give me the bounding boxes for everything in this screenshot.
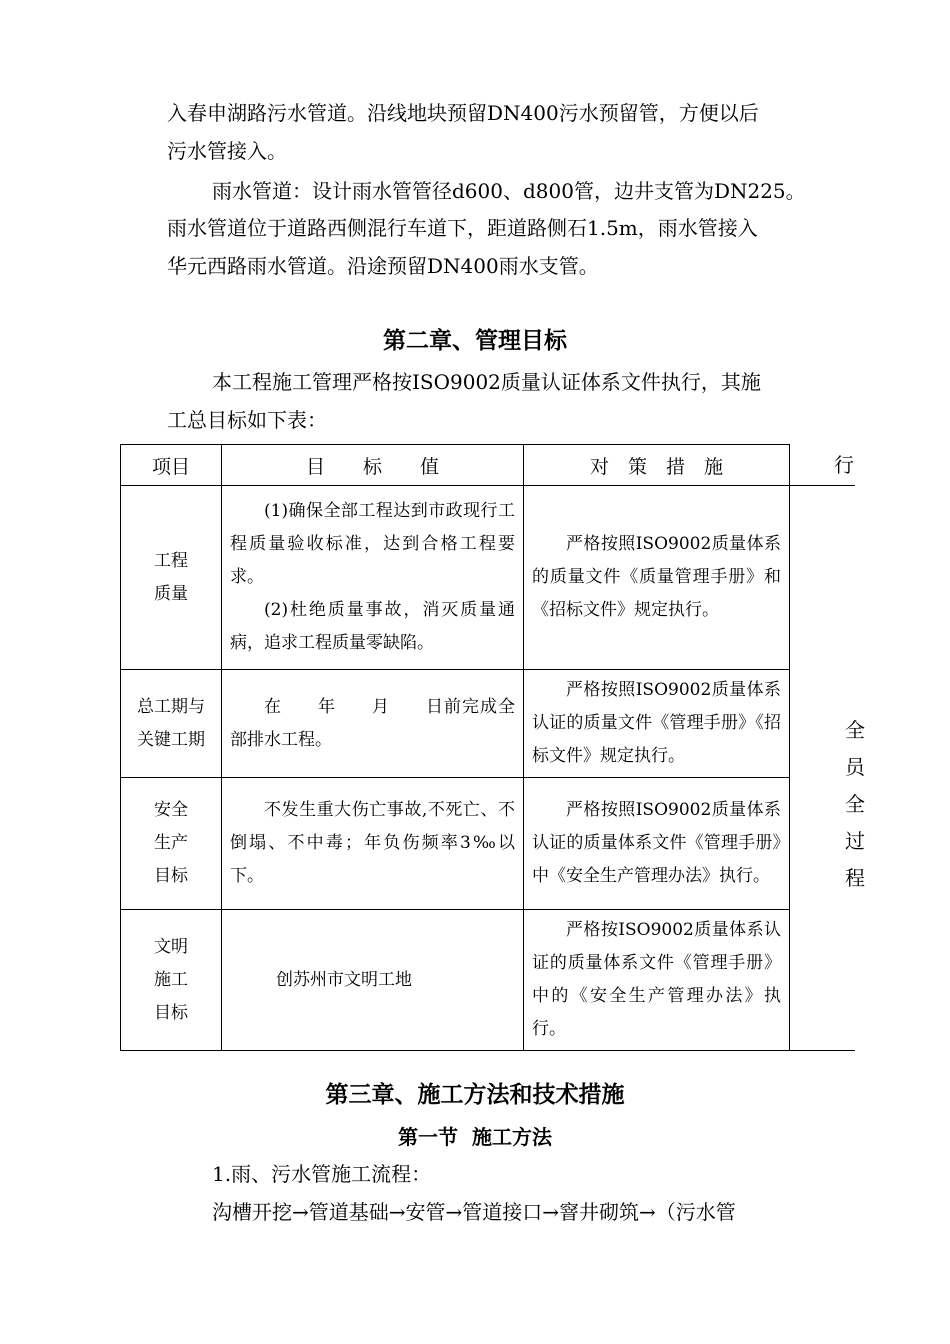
flow-item-1: 1.雨、污水管施工流程： — [212, 1162, 432, 1186]
table-row — [121, 778, 855, 910]
table-row — [121, 486, 855, 670]
intro-line-3: 雨水管道：设计雨水管管径d600、d800管，边井支管为DN225。 — [212, 179, 806, 203]
side-char: 全 — [845, 792, 865, 816]
intro-line-4: 雨水管道位于道路西侧混行车道下，距道路侧石1.5m，雨水管接入 — [167, 216, 758, 240]
chapter-2-title: 第二章、管理目标 — [383, 328, 567, 354]
row-measure-quality — [524, 486, 790, 670]
chapter-3-title: 第三章、施工方法和技术措施 — [325, 1082, 625, 1108]
row-goal-civilized — [222, 910, 524, 1051]
goal-text: 创苏州市文明工地 — [276, 969, 412, 990]
row-goal-quality — [222, 486, 524, 670]
side-char: 过 — [845, 829, 865, 853]
row-measure-schedule — [524, 670, 790, 778]
row-goal-schedule — [222, 670, 524, 778]
side-char: 员 — [845, 755, 865, 779]
row-item-civilized — [121, 910, 222, 1051]
section-1-title: 第一节 施工方法 — [398, 1125, 552, 1149]
header-side-char: 行 — [834, 452, 854, 477]
row-item-text: 工程 — [154, 550, 188, 571]
row-item-text: 关键工期 — [137, 729, 205, 750]
goal-text: (1)确保全部工程达到市政现行工程质量验收标准，达到合格工程要求。 — [230, 501, 515, 587]
row-item-quality — [121, 486, 222, 670]
row-item-text: 总工期与 — [137, 696, 205, 717]
side-char: 程 — [845, 866, 865, 890]
row-item-text: 安全 — [154, 800, 188, 820]
goal-text: 在 年 月 日前完成全部排水工程。 — [230, 696, 515, 750]
row-item-safety — [121, 778, 222, 910]
table-header-row — [121, 445, 855, 486]
measure-text: 严格按照ISO9002质量体系认证的质量文件《管理手册》《招标文件》规定执行。 — [532, 680, 781, 766]
row-item-text: 目标 — [154, 1002, 188, 1023]
row-item-text: 施工 — [154, 969, 188, 990]
header-item: 项目 — [121, 445, 222, 486]
row-item-text: 目标 — [154, 866, 188, 886]
row-item-schedule — [121, 670, 222, 778]
intro-line-5: 华元西路雨水管道。沿途预留DN400雨水支管。 — [167, 254, 599, 278]
table-row — [121, 670, 855, 778]
measure-text: 严格按照ISO9002质量体系的质量文件《质量管理手册》和《招标文件》规定执行。 — [532, 534, 781, 620]
intro-line-2: 污水管接入。 — [167, 139, 287, 163]
side-char: 全 — [845, 718, 865, 742]
measure-text: 严格按ISO9002质量体系认证的质量体系文件《管理手册》中的《安全生产管理办法》执行。 — [532, 920, 781, 1039]
row-item-text: 生产 — [154, 833, 188, 853]
row-measure-safety — [524, 778, 790, 910]
goal-text: (2)杜绝质量事故，消灭质量通病，追求工程质量零缺陷。 — [230, 600, 515, 653]
row-goal-safety — [222, 778, 524, 910]
goal-text: 不发生重大伤亡事故,不死亡、不倒塌、不中毒；年负伤频率3‰以下。 — [230, 800, 515, 886]
table-row — [121, 910, 855, 1051]
header-measure: 对 策 措 施 — [524, 445, 790, 486]
row-item-text: 质量 — [154, 583, 188, 604]
management-goals-table — [120, 444, 855, 1051]
row-measure-civilized — [524, 910, 790, 1051]
side-vertical-text — [844, 712, 866, 897]
header-side-cell — [790, 445, 855, 486]
construction-flow-line: 沟槽开挖→管道基础→安管→管道接口→窨井砌筑→（污水管 — [212, 1200, 736, 1224]
header-goal: 目 标 值 — [222, 445, 524, 486]
chapter-2-para-line-2: 工总目标如下表： — [167, 408, 327, 432]
intro-line-1: 入春申湖路污水管道。沿线地块预留DN400污水预留管，方便以后 — [167, 101, 759, 125]
chapter-2-para-line-1: 本工程施工管理严格按ISO9002质量认证体系文件执行，其施 — [212, 370, 761, 394]
row-item-text: 文明 — [154, 936, 188, 957]
measure-text: 严格按照ISO9002质量体系认证的质量体系文件《管理手册》中《安全生产管理办法》执行。 — [532, 800, 781, 886]
